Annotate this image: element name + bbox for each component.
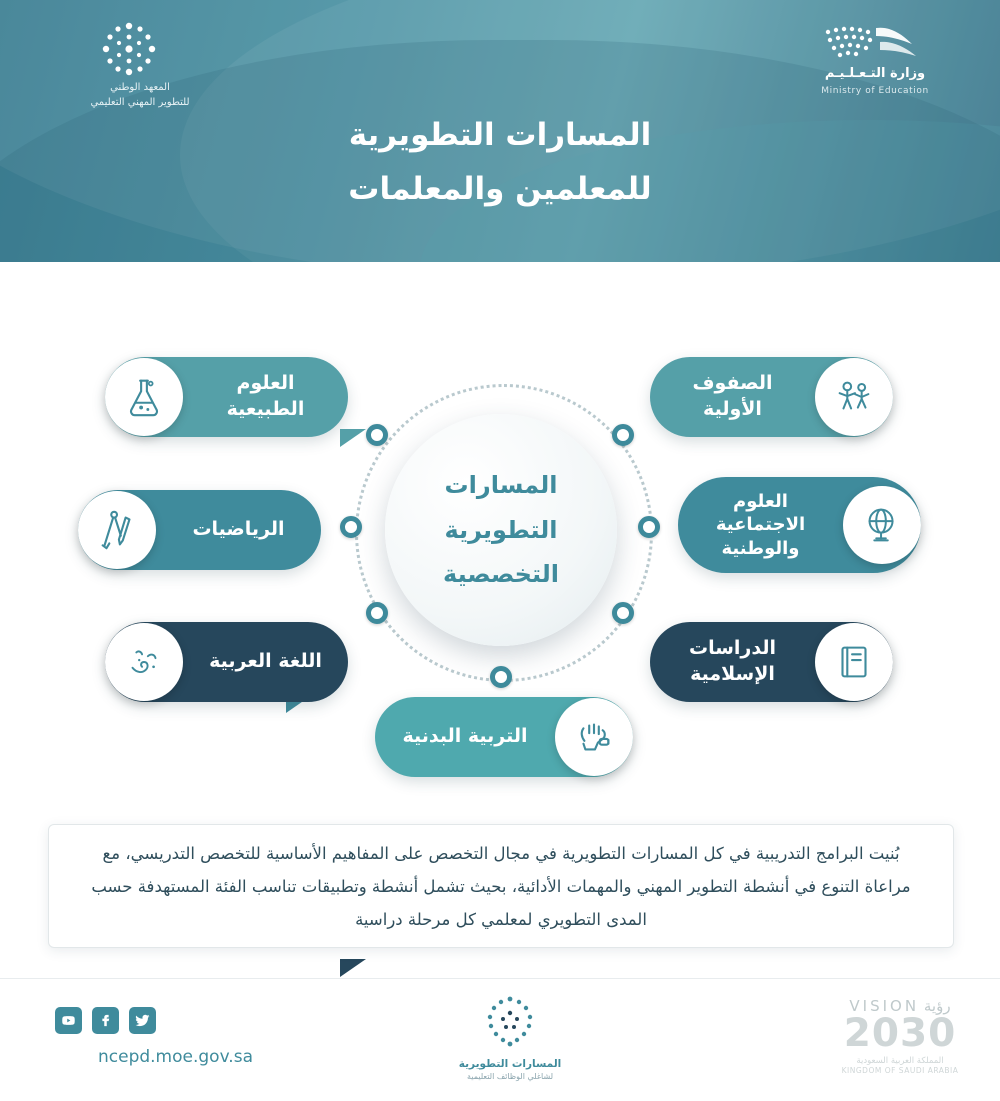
header-banner <box>0 0 1000 262</box>
node-arabic-language-tail <box>340 959 366 977</box>
masarat-logo-title: المسارات التطويرية <box>458 1058 562 1070</box>
flask-icon <box>105 358 183 436</box>
node-label-line1: الرياضيات <box>192 518 285 541</box>
note-box <box>48 824 954 948</box>
node-islamic-studies-label <box>650 636 815 687</box>
node-physical-education-label <box>375 724 555 750</box>
moe-logo-arabic: وزارة التـعـلـيـم <box>824 66 926 81</box>
center-label-line3: التخصصية <box>443 560 559 589</box>
node-social-sciences[interactable] <box>678 477 921 573</box>
ncepd-dots-logo-icon <box>98 18 160 80</box>
ring-dot-math <box>340 516 362 538</box>
node-early-grades[interactable] <box>650 357 893 437</box>
center-node <box>385 414 617 646</box>
vision-logo-top-en: VISION <box>849 997 920 1015</box>
ring-dot-pe <box>490 666 512 688</box>
masarat-dots-icon <box>474 993 546 1055</box>
masarat-logo-subtitle: لشاغلي الوظائف التعليمية <box>466 1072 554 1081</box>
vision-2030-logo <box>820 997 980 1089</box>
vision-logo-number: 2030 <box>843 1011 957 1056</box>
node-label-line1: العلوم <box>733 490 788 512</box>
node-label-line2: الإسلامية <box>690 663 775 685</box>
ncepd-logo-line1: المعهد الوطني <box>110 82 170 93</box>
masarat-logo <box>455 993 565 1093</box>
facebook-icon[interactable] <box>92 1007 119 1034</box>
node-natural-sciences-tail <box>340 429 366 447</box>
note-text: بُنيت البرامج التدريبية في كل المسارات التطويرية في مجال التخصص على المفاهيم الأساسية للتخصص التدريسي، مع مراعاة التنوع في أنشطة التطوير المهني والمهمات الأدائية، بحيث تشمل أنشطة وتطبيقات تناسب الفئة المستهدفة حسب المدى التطويري لمعلمي كل مرحلة دراسية <box>91 843 911 929</box>
node-arabic-language[interactable] <box>105 622 348 702</box>
vision-logo-top-ar: رؤية <box>923 997 951 1015</box>
node-early-grades-label <box>650 371 815 422</box>
node-islamic-studies[interactable] <box>650 622 893 702</box>
node-label-line2: الطبيعية <box>226 398 305 420</box>
page-title-line1: المسارات التطويرية <box>348 117 652 153</box>
node-label-line2: الاجتماعية <box>715 514 806 536</box>
website-link[interactable]: ncepd.moe.gov.sa <box>97 1047 253 1067</box>
node-label-line2: الأولية <box>703 398 762 420</box>
moe-mark-icon <box>818 22 938 66</box>
ncepd-logo <box>60 18 220 114</box>
node-label-line1: العلوم <box>236 372 295 395</box>
ring-dot-social-sciences <box>638 516 660 538</box>
node-arabic-language-label <box>183 649 348 675</box>
vision-logo-sub-en: KINGDOM OF SAUDI ARABIA <box>841 1066 959 1076</box>
node-label-line1: التربية البدنية <box>402 725 528 748</box>
moe-logo <box>790 22 960 106</box>
center-label-line1: المسارات <box>444 471 558 500</box>
node-label-line3: والوطنية <box>721 537 800 559</box>
paths-diagram <box>0 262 1000 822</box>
node-natural-sciences[interactable] <box>105 357 348 437</box>
ncepd-logo-text <box>60 80 220 110</box>
page-title <box>0 108 1000 217</box>
globe-icon <box>843 486 921 564</box>
vision-logo-sub-ar: المملكة العربية السعودية <box>856 1056 944 1067</box>
children-icon <box>815 358 893 436</box>
twitter-icon[interactable] <box>129 1007 156 1034</box>
node-label-line1: اللغة العربية <box>209 650 322 673</box>
node-label-line1: الدراسات <box>689 637 776 660</box>
dumbbell-icon <box>555 698 633 776</box>
compass-pencil-icon <box>78 491 156 569</box>
youtube-icon[interactable] <box>55 1007 82 1034</box>
ring-dot-natural-sciences <box>366 424 388 446</box>
node-label-line1: الصفوف <box>692 372 773 395</box>
node-mathematics[interactable] <box>78 490 321 570</box>
page-title-line2: للمعلمين والمعلمات <box>348 171 652 208</box>
book-icon <box>815 623 893 701</box>
ncepd-logo-line2: للتطوير المهني التعليمي <box>90 97 190 108</box>
moe-logo-english: Ministry of Education <box>821 86 929 96</box>
footer <box>0 978 1000 1101</box>
arabic-calligraphy-icon <box>105 623 183 701</box>
ring-dot-early-grades <box>612 424 634 446</box>
node-physical-education[interactable] <box>375 697 633 777</box>
node-natural-sciences-label <box>183 371 348 422</box>
center-node-label <box>443 463 559 596</box>
ring-dot-islamic-studies <box>612 602 634 624</box>
node-social-sciences-label <box>678 490 843 560</box>
center-label-line2: التطويرية <box>444 515 558 544</box>
node-mathematics-label <box>156 517 321 543</box>
ring-dot-arabic <box>366 602 388 624</box>
